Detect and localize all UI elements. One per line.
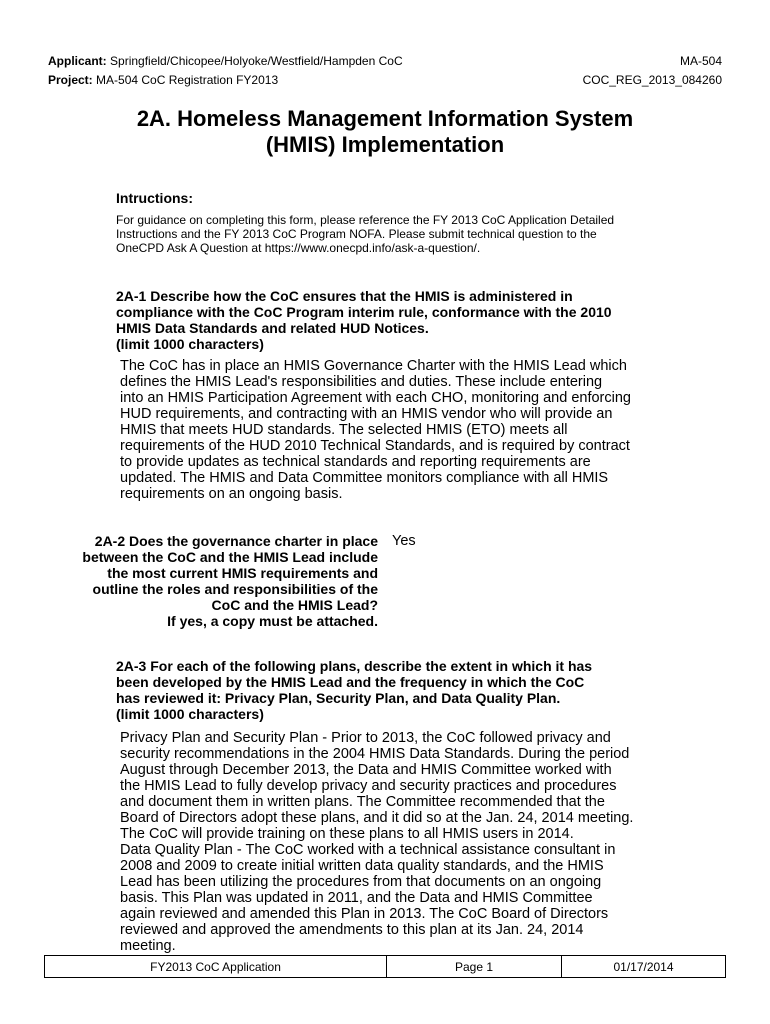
project-value: MA-504 CoC Registration FY2013 [96,73,279,87]
question-2a-1: 2A-1 Describe how the CoC ensures that the HMIS is administered in compliance with the CoC Program interim rule, conformance with the 2010 HMIS Data Standards and related HUD Notices. (limit 1000 characters) [116,288,612,352]
footer-date: 01/17/2014 [613,959,674,974]
project-line [48,71,403,90]
instructions-body: For guidance on completing this form, please reference the FY 2013 CoC Application Detailed Instructions and the FY 2013 CoC Program NOFA. Please submit technical question to the OneCPD Ask A Question at https://www.onecpd.info/ask-a-question/. [116,213,615,255]
footer-application: FY2013 CoC Application [45,956,387,977]
applicant-line [48,52,403,71]
answer-2a-2: Yes [392,533,416,549]
instructions-heading: Intructions: [116,190,193,206]
answer-2a-1: The CoC has in place an HMIS Governance Charter with the HMIS Lead which defines the HMIS Lead's responsibilities and duties. These include entering into an HMIS Participation Agreement with each CHO, monitoring and enforcing HUD requirements, and contracting with an HMIS vendor who will provide an HMIS that meets HUD standards. The selected HMIS (ETO) meets all requirements of the HUD 2010 Technical Standards, and is required by contract to provide updates as technical standards and reporting requirements are updated. The HMIS and Data Committee monitors compliance with all HMIS requirements on an ongoing basis. [120,358,631,502]
project-label: Project: [48,73,93,87]
coc-code: MA-504 [679,54,722,68]
registration-ref: COC_REG_2013_084260 [582,73,722,87]
page-footer [44,955,726,978]
applicant-label: Applicant: [48,54,107,68]
page-header-right [583,52,722,90]
page-title: 2A. Homeless Management Information System (HMIS) Implementation [136,106,634,157]
footer-page-number: Page 1 [387,956,562,977]
question-2a-3: 2A-3 For each of the following plans, describe the extent in which it has been developed by the HMIS Lead and the frequency in which the CoC has reviewed it: Privacy Plan, Security Plan, and Data Quality Plan. (limit 1000 characters) [116,658,593,722]
applicant-value: Springfield/Chicopee/Holyoke/Westfield/Hampden CoC [110,54,403,68]
question-2a-2: 2A-2 Does the governance charter in place between the CoC and the HMIS Lead include the most current HMIS requirements and outline the roles and responsibilities of the CoC and the HMIS Lead? If yes, a copy must be attached. [82,533,378,629]
answer-2a-3: Privacy Plan and Security Plan - Prior to 2013, the CoC followed privacy and security recommendations in the 2004 HMIS Data Standards. During the period August through December 2013, the Data and HMIS Committee worked with the HMIS Lead to fully develop privacy and security practices and procedures and document them in written plans. The Committee recommended that the Board of Directors adopt these plans, and it did so at the Jan. 24, 2014 meeting. The CoC will provide training on these plans to all HMIS users in 2014. Data Quality Plan - The CoC worked with a technical assistance consultant in 2008 and 2009 to create initial written data quality standards, and the HMIS Lead has been utilizing the procedures from that documents on an ongoing basis. This Plan was updated in 2011, and the Data and HMIS Committee again reviewed and amended this Plan in 2013. The CoC Board of Directors reviewed and approved the amendments to this plan at its Jan. 24, 2014 meeting. [120,730,634,954]
page-header-left [48,52,403,90]
